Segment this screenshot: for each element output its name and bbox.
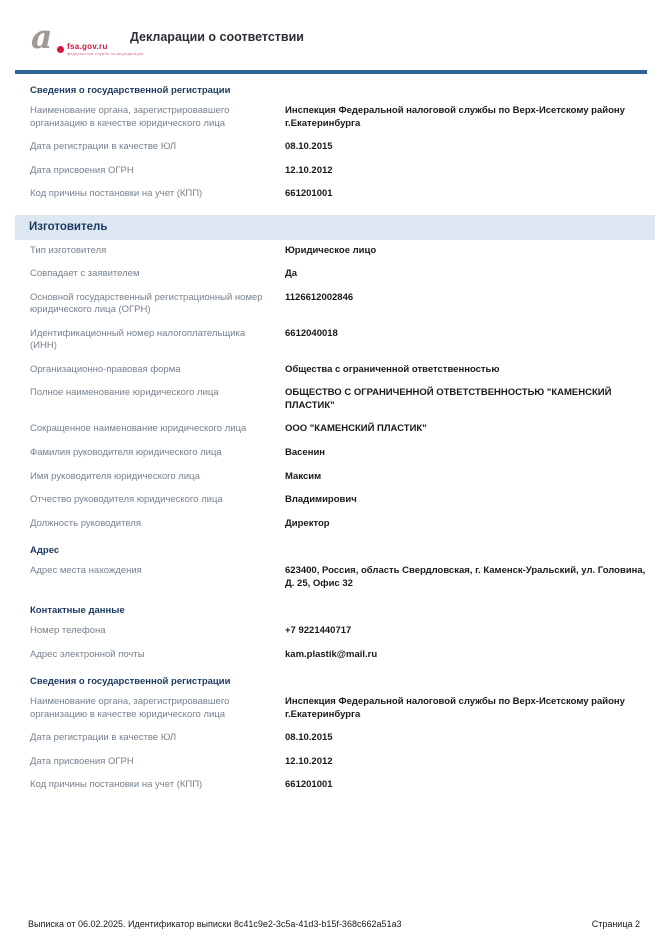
page-title: Декларации о соответствии — [130, 30, 304, 44]
field-value: 661201001 — [285, 779, 333, 791]
fsa-logo — [31, 17, 144, 60]
field-label: Имя руководителя юридического лица — [30, 470, 200, 482]
subsection-heading-address: Адрес — [30, 545, 60, 557]
subsection-heading-registration: Сведения о государственной регистрации — [30, 676, 231, 688]
field-label: Адрес места нахождения — [30, 565, 142, 577]
table-row — [15, 418, 655, 442]
table-row — [15, 100, 655, 136]
field-value: Максим — [285, 470, 322, 482]
field-value: ОБЩЕСТВО С ОГРАНИЧЕННОЙ ОТВЕТСТВЕННОСТЬЮ "КАМЕНСКИЙ ПЛАСТИК" — [285, 387, 612, 411]
page-header — [0, 0, 670, 70]
table-row — [15, 513, 655, 537]
footer-extract-info: Выписка от 06.02.2025. Идентификатор выписки 8c41c9e2-3c5a-41d3-b15f-368c662a51a3 — [28, 919, 402, 929]
table-row — [15, 263, 655, 287]
field-label: Наименование органа, зарегистрировавшего организацию в качестве юридического лица — [30, 696, 230, 720]
table-row — [15, 136, 655, 160]
table-row — [15, 183, 655, 207]
table-row — [15, 382, 655, 418]
field-value: Да — [285, 268, 298, 280]
table-row — [15, 620, 655, 644]
field-label: Совпадает с заявителем — [30, 268, 140, 280]
table-row — [15, 644, 655, 668]
field-value: 661201001 — [285, 188, 333, 200]
table-row — [15, 466, 655, 490]
header-divider — [15, 70, 647, 74]
table-row — [15, 160, 655, 184]
field-label: Идентификационный номер налогоплательщика (ИНН) — [30, 327, 246, 352]
field-value: Директор — [285, 517, 330, 529]
field-label: Код причины постановки на учет (КПП) — [30, 188, 203, 200]
field-value: kam.plastik@mail.ru — [285, 648, 378, 660]
field-value: Васенин — [285, 446, 326, 458]
field-label: Дата регистрации в качестве ЮЛ — [30, 141, 177, 153]
field-value: 12.10.2012 — [285, 755, 333, 767]
document-content — [15, 76, 655, 798]
field-label: Отчество руководителя юридического лица — [30, 494, 223, 506]
field-value: Инспекция Федеральной налоговой службы по Верх-Исетскому району г.Екатеринбурга — [285, 696, 625, 720]
field-label: Дата присвоения ОГРН — [30, 755, 134, 767]
field-label: Должность руководителя — [30, 517, 141, 529]
table-row — [15, 489, 655, 513]
table-row — [15, 727, 655, 751]
table-row — [15, 287, 655, 323]
field-value: 1126612002846 — [285, 291, 354, 303]
section-heading-registration-top: Сведения о государственной регистрации — [30, 85, 231, 96]
field-label: Полное наименование юридического лица — [30, 387, 219, 399]
table-row — [15, 240, 655, 264]
field-value: 08.10.2015 — [285, 141, 333, 153]
field-label: Дата присвоения ОГРН — [30, 164, 134, 176]
field-value: 6612040018 — [285, 327, 338, 339]
table-row — [15, 774, 655, 798]
field-value: ООО "КАМЕНСКИЙ ПЛАСТИК" — [285, 423, 427, 435]
field-value: Инспекция Федеральной налоговой службы по Верх-Исетскому району г.Екатеринбурга — [285, 105, 625, 129]
table-row — [15, 751, 655, 775]
field-label: Сокращенное наименование юридического лица — [30, 423, 247, 435]
logo-dot-icon — [57, 46, 64, 53]
field-label: Тип изготовителя — [30, 244, 107, 256]
field-value: +7 9221440717 — [285, 625, 352, 637]
field-label: Код причины постановки на учет (КПП) — [30, 779, 203, 791]
logo-tagline: федеральная служба по аккредитации — [67, 52, 144, 56]
page-footer — [28, 919, 640, 929]
field-value: 623400, Россия, область Свердловская, г. Каменск-Уральский, ул. Головина, Д. 25, Офис 32 — [285, 565, 646, 589]
field-label: Основной государственный регистрационный номер юридического лица (ОГРН) — [30, 291, 263, 316]
subsection-heading-contacts: Контактные данные — [30, 605, 125, 617]
field-label: Организационно-правовая форма — [30, 363, 181, 375]
field-label: Адрес электронной почты — [30, 648, 145, 660]
field-value: Общества с ограниченной ответственностью — [285, 363, 500, 375]
table-row — [15, 323, 655, 359]
field-label: Фамилия руководителя юридического лица — [30, 446, 222, 458]
table-row — [15, 359, 655, 383]
table-row — [15, 442, 655, 466]
field-label: Наименование органа, зарегистрировавшего организацию в качестве юридического лица — [30, 105, 230, 129]
field-value: 08.10.2015 — [285, 732, 333, 744]
field-value: Юридическое лицо — [285, 244, 377, 256]
field-label: Номер телефона — [30, 625, 106, 637]
field-label: Дата регистрации в качестве ЮЛ — [30, 732, 177, 744]
footer-page-number: Страница 2 — [591, 919, 640, 929]
table-row — [15, 560, 655, 596]
field-value: 12.10.2012 — [285, 164, 333, 176]
field-value: Владимирович — [285, 494, 357, 506]
table-row — [15, 691, 655, 727]
logo-site-url: fsa.gov.ru — [67, 42, 108, 51]
logo-a-glyph: a — [31, 17, 53, 56]
section-banner-manufacturer: Изготовитель — [15, 215, 655, 240]
